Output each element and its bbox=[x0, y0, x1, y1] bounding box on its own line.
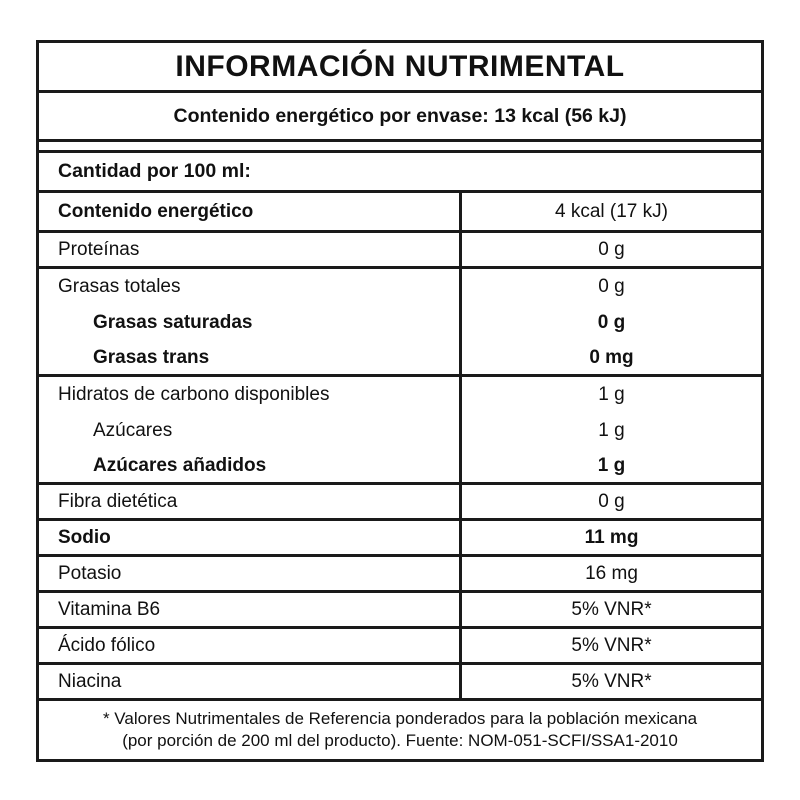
row-value: 0 mg bbox=[459, 341, 761, 374]
table-row-grasas-saturadas bbox=[39, 305, 761, 341]
table-row-grasas-totales bbox=[39, 269, 761, 305]
table-row-potasio bbox=[39, 557, 761, 593]
row-value: 1 g bbox=[459, 413, 761, 449]
row-value: 0 g bbox=[459, 269, 761, 305]
row-value: 1 g bbox=[459, 377, 761, 413]
row-label: Niacina bbox=[58, 670, 122, 692]
row-label: Contenido energético bbox=[58, 200, 254, 222]
table-row-acido-folico bbox=[39, 629, 761, 665]
row-value: 16 mg bbox=[459, 557, 761, 590]
table-row-niacina bbox=[39, 665, 761, 701]
row-value: 0 g bbox=[459, 485, 761, 518]
row-label: Proteínas bbox=[58, 238, 140, 260]
table-row-vitamina-b6 bbox=[39, 593, 761, 629]
row-label: Ácido fólico bbox=[58, 634, 156, 656]
table-row-azucares bbox=[39, 413, 761, 449]
row-label: Azúcares añadidos bbox=[93, 454, 267, 476]
row-value: 1 g bbox=[459, 449, 761, 482]
table-row-azucares-anadidos bbox=[39, 449, 761, 485]
energy-per-package: Contenido energético por envase: 13 kcal (56 kJ) bbox=[39, 93, 761, 142]
table-row-contenido-energetico bbox=[39, 193, 761, 233]
table-row-sodio bbox=[39, 521, 761, 557]
row-label: Azúcares bbox=[93, 420, 173, 441]
row-label: Fibra dietética bbox=[58, 490, 178, 512]
nutrition-label bbox=[36, 40, 764, 762]
row-label: Sodio bbox=[58, 526, 111, 548]
row-label: Vitamina B6 bbox=[58, 598, 161, 620]
quantity-basis: Cantidad por 100 ml: bbox=[39, 153, 761, 193]
row-value: 11 mg bbox=[459, 521, 761, 554]
row-label: Grasas trans bbox=[93, 346, 210, 368]
row-value: 0 g bbox=[459, 305, 761, 341]
row-label: Grasas totales bbox=[58, 276, 181, 297]
row-value: 5% VNR* bbox=[459, 665, 761, 698]
section-divider-rule bbox=[39, 142, 761, 153]
footnote-line-2: (por porción de 200 ml del producto). Fuente: NOM-051-SCFI/SSA1-2010 bbox=[122, 731, 678, 750]
row-value: 4 kcal (17 kJ) bbox=[459, 193, 761, 230]
table-row-grasas-trans bbox=[39, 341, 761, 377]
footnote bbox=[39, 701, 761, 759]
row-label: Hidratos de carbono disponibles bbox=[58, 384, 330, 405]
row-label: Grasas saturadas bbox=[93, 312, 253, 333]
table-row-fibra-dietetica bbox=[39, 485, 761, 521]
row-value: 0 g bbox=[459, 233, 761, 266]
table-row-proteinas bbox=[39, 233, 761, 269]
footnote-line-1: * Valores Nutrimentales de Referencia ponderados para la población mexicana bbox=[102, 709, 698, 729]
label-title: INFORMACIÓN NUTRIMENTAL bbox=[39, 43, 761, 93]
nutrient-table bbox=[39, 193, 761, 701]
row-label: Potasio bbox=[58, 562, 122, 584]
row-value: 5% VNR* bbox=[459, 593, 761, 626]
row-value: 5% VNR* bbox=[459, 629, 761, 662]
table-row-hidratos-carbono bbox=[39, 377, 761, 413]
